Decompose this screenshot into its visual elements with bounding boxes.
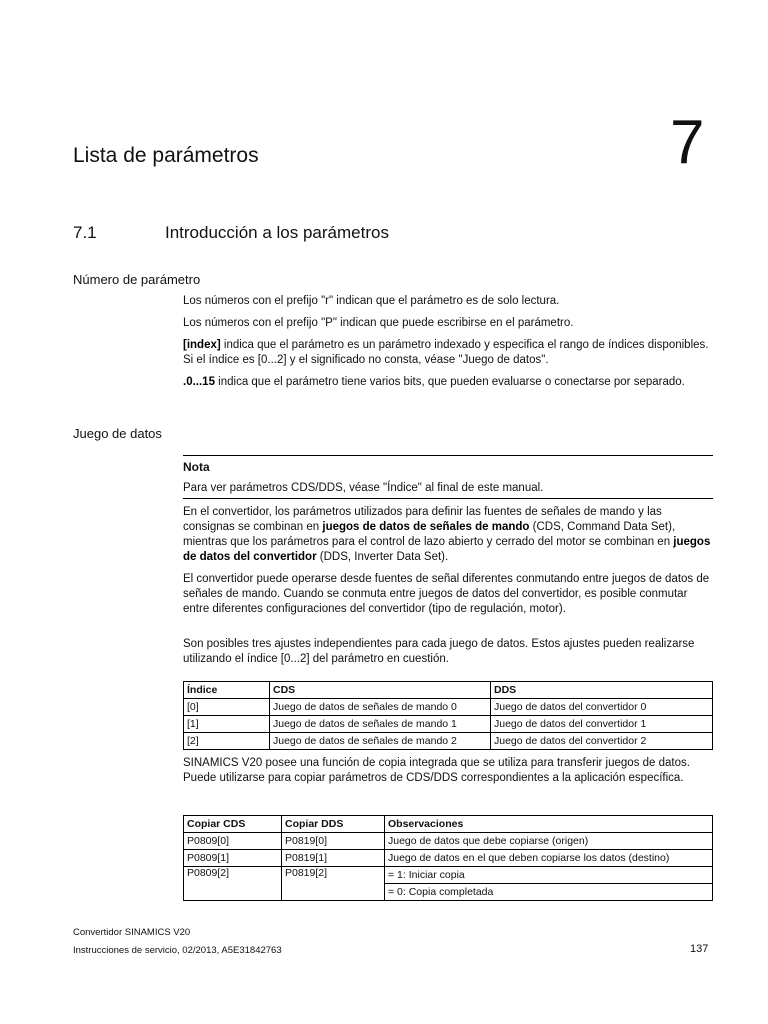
dds-term: juegos de datos del convertidor <box>183 536 711 563</box>
chapter-number: 7 <box>670 108 705 177</box>
table-row <box>184 699 713 716</box>
copy-parameters-table <box>183 815 713 901</box>
note-bottom-rule <box>183 498 713 499</box>
param-p4-text: indica que el parámetro tiene varios bits, que pueden evaluarse o conectarse por separado. <box>214 376 685 388</box>
note-title: Nota <box>183 460 210 474</box>
dataset-index-table <box>183 681 713 750</box>
table-row <box>184 833 713 850</box>
bits-term: .0...15 <box>183 376 215 388</box>
section-number: 7.1 <box>73 223 97 242</box>
table-cell: P0809[2] <box>184 867 282 901</box>
table-cell: P0819[0] <box>282 833 385 850</box>
param-p2: Los números con el prefijo "P" indican que puede escribirse en el parámetro. <box>183 317 574 329</box>
table-cell: P0819[2] <box>282 867 385 901</box>
table-row <box>184 850 713 867</box>
param-p3 <box>183 338 713 368</box>
param-p1: Los números con el prefijo "r" indican que el parámetro es de solo lectura. <box>183 295 560 307</box>
table-header: Copiar DDS <box>282 816 385 833</box>
table-cell: Juego de datos en el que deben copiarse los datos (destino) <box>385 850 713 867</box>
table-cell: Juego de datos del convertidor 1 <box>491 716 713 733</box>
table-cell: [2] <box>184 733 270 750</box>
page-number: 137 <box>690 943 709 955</box>
table-header: DDS <box>491 682 713 699</box>
table-row <box>184 733 713 750</box>
table-cell: Juego de datos del convertidor 0 <box>491 699 713 716</box>
table-cell: Juego de datos del convertidor 2 <box>491 733 713 750</box>
dataset-p1 <box>183 505 713 565</box>
index-term: [index] <box>183 339 221 351</box>
table-header-row <box>184 682 713 699</box>
dataset-p2: El convertidor puede operarse desde fuentes de señal diferentes conmutando entre juegos de datos de señales de mando. Cuando se conmuta entre juegos de datos del convertidor, es posible conmutar entre diferentes configuraciones del convertidor (tipo de regulación, motor). <box>183 573 710 615</box>
dataset-p3: Son posibles tres ajustes independientes para cada juego de datos. Estos ajustes pueden realizarse utilizando el índice [0...2] del parámetro en cuestión. <box>183 638 695 665</box>
dataset-p4: SINAMICS V20 posee una función de copia integrada que se utiliza para transferir juegos de datos. Puede utilizarse para copiar parámetros de CDS/DDS correspondientes a la aplicación específica. <box>183 757 690 784</box>
table-cell: P0819[1] <box>282 850 385 867</box>
dataset-p1-e: (DDS, Inverter Data Set). <box>316 551 449 563</box>
table-cell: = 1: Iniciar copia <box>385 867 713 884</box>
param-p4 <box>183 375 713 390</box>
note-text: Para ver parámetros CDS/DDS, véase "Índice" al final de este manual. <box>183 482 544 494</box>
param-number-heading: Número de parámetro <box>73 272 201 287</box>
table-cell: [1] <box>184 716 270 733</box>
table-cell: Juego de datos de señales de mando 1 <box>270 716 491 733</box>
table-cell: = 0: Copia completada <box>385 884 713 901</box>
table-cell: [0] <box>184 699 270 716</box>
cds-term: juegos de datos de señales de mando <box>322 521 530 533</box>
table-header: Índice <box>184 682 270 699</box>
section-title: Introducción a los parámetros <box>165 223 389 242</box>
table-header: Copiar CDS <box>184 816 282 833</box>
table-cell: Juego de datos que debe copiarse (origen) <box>385 833 713 850</box>
note-top-rule <box>183 455 713 456</box>
table-header-row <box>184 816 713 833</box>
table-cell: P0809[1] <box>184 850 282 867</box>
table-header: CDS <box>270 682 491 699</box>
dataset-p1-a: En el convertidor, los parámetros utilizados para definir las fuentes de señales de mando y las consignas se combinan en <box>183 506 662 533</box>
dataset-p1-c: (CDS, Command Data Set), mientras que los parámetros para el control de lazo abierto y cerrado del motor se combinan en <box>183 521 676 548</box>
dataset-heading: Juego de datos <box>73 426 162 441</box>
table-cell: Juego de datos de señales de mando 2 <box>270 733 491 750</box>
table-cell: P0809[0] <box>184 833 282 850</box>
table-header: Observaciones <box>385 816 713 833</box>
table-cell: Juego de datos de señales de mando 0 <box>270 699 491 716</box>
footer-manual-info: Instrucciones de servicio, 02/2013, A5E31842763 <box>73 945 282 956</box>
footer-product: Convertidor SINAMICS V20 <box>73 927 191 938</box>
chapter-title: Lista de parámetros <box>73 144 259 167</box>
table-row <box>184 867 713 884</box>
table-row <box>184 716 713 733</box>
param-p3-text: indica que el parámetro es un parámetro indexado y especifica el rango de índices disponibles. Si el índice es [0...2] y el significado no consta, véase "Juego de datos". <box>183 339 709 366</box>
